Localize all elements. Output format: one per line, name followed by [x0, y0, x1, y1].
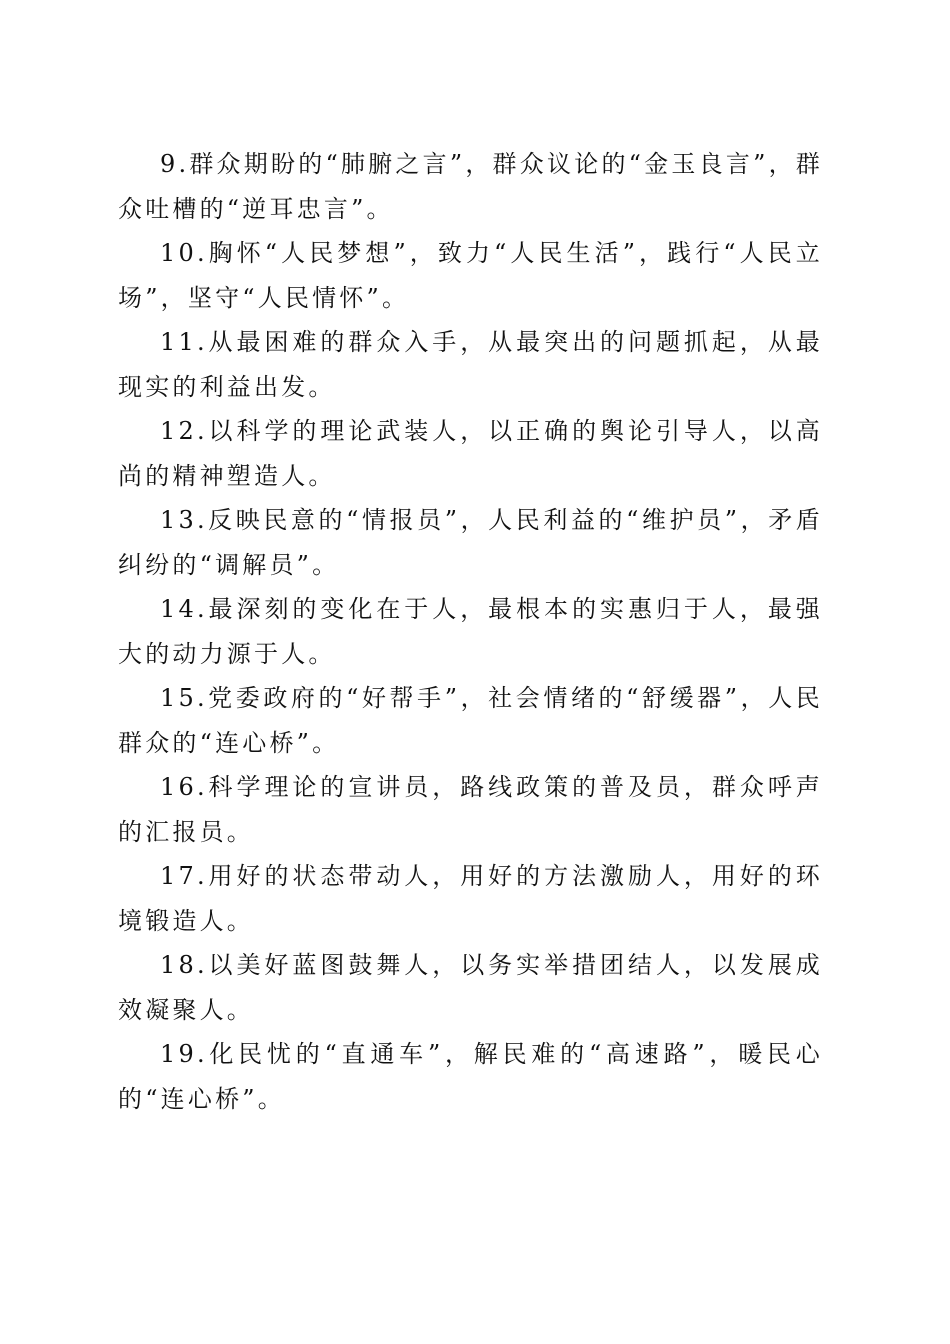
list-item-18: 18.以美好蓝图鼓舞人，以务实举措团结人，以发展成效凝聚人。	[118, 951, 823, 1024]
list-item-16: 16.科学理论的宣讲员，路线政策的普及员，群众呼声的汇报员。	[118, 773, 823, 846]
list-item-19: 19.化民忧的“直通车”，解民难的“高速路”，暖民心的“连心桥”。	[118, 1040, 823, 1113]
document-body	[118, 142, 823, 1121]
list-item-11: 11.从最困难的群众入手，从最突出的问题抓起，从最现实的利益出发。	[118, 328, 823, 401]
list-item-13: 13.反映民意的“情报员”，人民利益的“维护员”，矛盾纠纷的“调解员”。	[118, 506, 823, 579]
list-item-15: 15.党委政府的“好帮手”，社会情绪的“舒缓器”，人民群众的“连心桥”。	[118, 684, 823, 757]
list-item-9: 9.群众期盼的“肺腑之言”，群众议论的“金玉良言”，群众吐槽的“逆耳忠言”。	[118, 150, 823, 223]
list-item-14: 14.最深刻的变化在于人，最根本的实惠归于人，最强大的动力源于人。	[118, 595, 823, 668]
list-item-17: 17.用好的状态带动人，用好的方法激励人，用好的环境锻造人。	[118, 862, 823, 935]
list-item-12: 12.以科学的理论武装人，以正确的舆论引导人，以高尚的精神塑造人。	[118, 417, 823, 490]
list-item-10: 10.胸怀“人民梦想”，致力“人民生活”，践行“人民立场”，坚守“人民情怀”。	[118, 239, 823, 312]
